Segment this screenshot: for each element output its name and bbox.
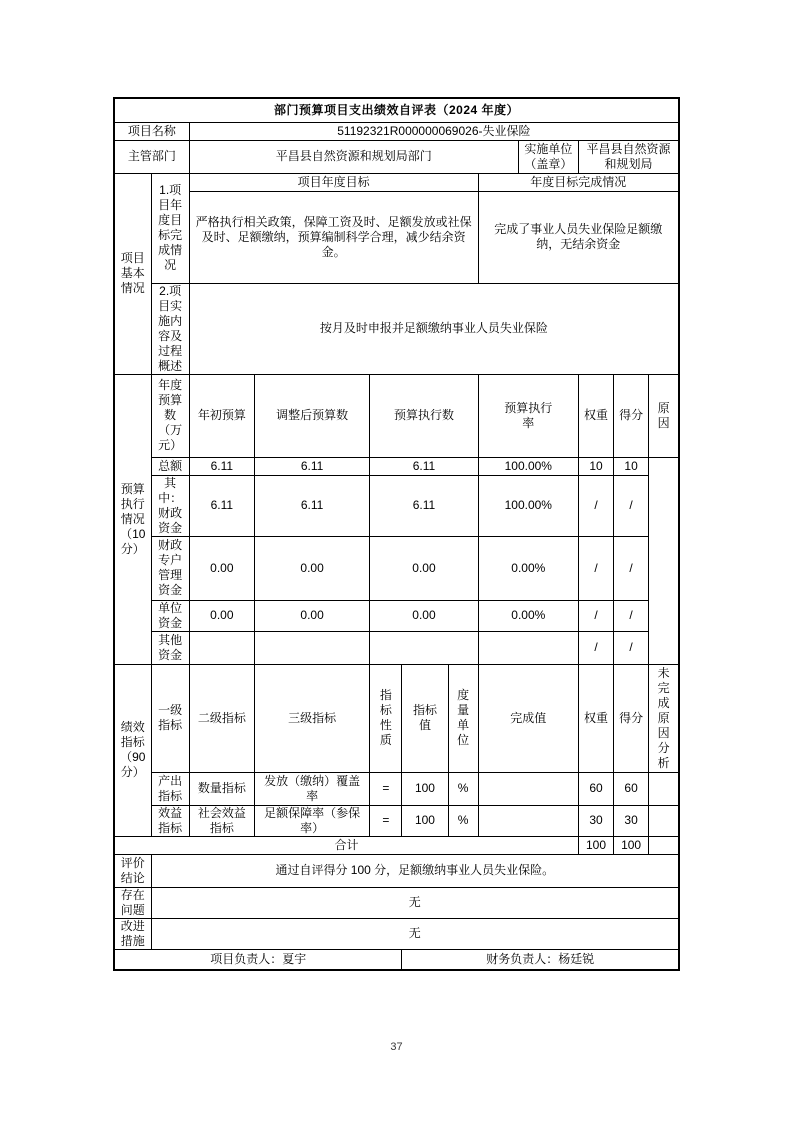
budget-fiscal-score: /: [614, 475, 649, 536]
budget-total-weight: 10: [578, 457, 613, 475]
perf-output-score: 60: [614, 772, 649, 805]
budget-special-rate: 0.00%: [478, 536, 578, 600]
budget-col-score: 得分: [614, 374, 649, 457]
performance-header-row: [114, 664, 679, 772]
budget-unit-label: 单位资金: [151, 600, 189, 631]
budget-row-special-account: [114, 536, 679, 600]
budget-col-weight: 权重: [578, 374, 613, 457]
perf-output-l3: 发放（缴纳）覆盖率: [254, 772, 369, 805]
project-name-label: 项目名称: [114, 122, 189, 140]
budget-fiscal-label: 其中：财政资金: [151, 475, 189, 536]
perf-row-output: [114, 772, 679, 805]
total-label: 合计: [114, 836, 578, 854]
budget-col-rate-text: 预算执行率: [504, 400, 553, 430]
total-score: 100: [614, 836, 649, 854]
perf-output-reason: [649, 772, 679, 805]
perf-col-nature: 指标性质: [370, 664, 402, 772]
self-evaluation-table: [113, 97, 680, 971]
perf-output-l1: 产出指标: [151, 772, 189, 805]
annual-goal-header: 项目年度目标: [189, 173, 478, 191]
impl-unit-value: 平昌县自然资源和规划局: [578, 140, 679, 173]
budget-fiscal-weight: /: [578, 475, 613, 536]
budget-unit-adjusted: 0.00: [254, 600, 369, 631]
budget-row-unit-funds: [114, 600, 679, 631]
budget-special-label: 财政专户管理资金: [151, 536, 189, 600]
perf-benefit-nature: =: [370, 805, 402, 836]
goal-content-row: [114, 191, 679, 283]
budget-total-label: 总额: [151, 457, 189, 475]
problems-label: 存在问题: [114, 887, 151, 918]
perf-benefit-actual: [478, 805, 578, 836]
perf-benefit-weight: 30: [578, 805, 613, 836]
perf-benefit-target: 100: [402, 805, 448, 836]
budget-other-adjusted: [254, 631, 369, 664]
perf-col-l1: 一级指标: [151, 664, 189, 772]
conclusion-row: [114, 854, 679, 887]
perf-output-weight: 60: [578, 772, 613, 805]
budget-row-other-funds: [114, 631, 679, 664]
perf-col-l3: 三级指标: [254, 664, 369, 772]
budget-special-executed: 0.00: [370, 536, 478, 600]
budget-unit-weight: /: [578, 600, 613, 631]
perf-output-l2: 数量指标: [189, 772, 254, 805]
perf-output-actual: [478, 772, 578, 805]
annual-goal-label: 1.项目年度目标完成情况: [151, 173, 189, 283]
improvements-label: 改进措施: [114, 918, 151, 949]
perf-output-target: 100: [402, 772, 448, 805]
perf-col-reason: 未完成原因分析: [649, 664, 679, 772]
perf-col-l2: 二级指标: [189, 664, 254, 772]
budget-unit-rate: 0.00%: [478, 600, 578, 631]
dept-label: 主管部门: [114, 140, 189, 173]
perf-col-actual: 完成值: [478, 664, 578, 772]
budget-fiscal-adjusted: 6.11: [254, 475, 369, 536]
project-manager: 项目负责人：夏宇: [114, 949, 402, 970]
perf-col-target: 指标值: [402, 664, 448, 772]
budget-special-score: /: [614, 536, 649, 600]
improvements-row: [114, 918, 679, 949]
impl-desc-text: 按月及时申报并足额缴纳事业人员失业保险: [189, 283, 679, 374]
conclusion-text: 通过自评得分 100 分，足额缴纳事业人员失业保险。: [151, 854, 679, 887]
goal-result-text: 完成了事业人员失业保险足额缴纳，无结余资金: [478, 191, 679, 283]
budget-col-executed: 预算执行数: [370, 374, 478, 457]
budget-other-weight: /: [578, 631, 613, 664]
budget-col-rate: [478, 374, 578, 457]
budget-other-executed: [370, 631, 478, 664]
budget-reason-cell: [649, 457, 679, 664]
perf-output-nature: =: [370, 772, 402, 805]
perf-col-weight: 权重: [578, 664, 613, 772]
budget-row-total: [114, 457, 679, 475]
goal-header-row: [114, 173, 679, 191]
perf-section-label: 绩效指标（90分）: [114, 664, 151, 836]
budget-row-fiscal: [114, 475, 679, 536]
perf-benefit-score: 30: [614, 805, 649, 836]
budget-fiscal-rate: 100.00%: [478, 475, 578, 536]
page-number: 37: [390, 1041, 403, 1053]
budget-header-row: [114, 374, 679, 457]
budget-col-adjusted: 调整后预算数: [254, 374, 369, 457]
budget-unit-executed: 0.00: [370, 600, 478, 631]
dept-value: 平昌县自然资源和规划局部门: [189, 140, 518, 173]
budget-other-label: 其他资金: [151, 631, 189, 664]
perf-col-unit: 度量单位: [448, 664, 478, 772]
perf-benefit-l1: 效益指标: [151, 805, 189, 836]
project-name-row: [114, 122, 679, 140]
budget-col-rowhead: 年度预算数（万元）: [151, 374, 189, 457]
finance-manager: 财务负责人：杨廷锐: [402, 949, 679, 970]
doc-title: 部门预算项目支出绩效自评表（2024 年度）: [114, 98, 679, 122]
annual-goal-text: 严格执行相关政策，保障工资及时、足额发放或社保及时、足额缴纳，预算编制科学合理，减少结余资金。: [189, 191, 478, 283]
goal-result-header: 年度目标完成情况: [478, 173, 679, 191]
conclusion-label: 评价结论: [114, 854, 151, 887]
budget-section-label: 预算执行情况（10分）: [114, 374, 151, 664]
budget-total-adjusted: 6.11: [254, 457, 369, 475]
budget-unit-initial: 0.00: [189, 600, 254, 631]
perf-col-score: 得分: [614, 664, 649, 772]
budget-total-initial: 6.11: [189, 457, 254, 475]
budget-col-reason: 原因: [649, 374, 679, 457]
budget-col-initial: 年初预算: [189, 374, 254, 457]
total-weight: 100: [578, 836, 613, 854]
implementation-row: [114, 283, 679, 374]
perf-output-unit: %: [448, 772, 478, 805]
budget-special-adjusted: 0.00: [254, 536, 369, 600]
improvements-text: 无: [151, 918, 679, 949]
budget-other-rate: [478, 631, 578, 664]
impl-desc-label: 2.项目实施内容及过程概述: [151, 283, 189, 374]
department-row: [114, 140, 679, 173]
basic-info-section-label: 项目基本情况: [114, 173, 151, 374]
perf-benefit-l3: 足额保障率（参保率）: [254, 805, 369, 836]
budget-special-weight: /: [578, 536, 613, 600]
budget-special-initial: 0.00: [189, 536, 254, 600]
problems-text: 无: [151, 887, 679, 918]
perf-row-benefit: [114, 805, 679, 836]
total-reason-cell: [649, 836, 679, 854]
budget-fiscal-initial: 6.11: [189, 475, 254, 536]
budget-fiscal-executed: 6.11: [370, 475, 478, 536]
budget-other-initial: [189, 631, 254, 664]
impl-unit-label: 实施单位（盖章）: [518, 140, 578, 173]
total-row: [114, 836, 679, 854]
budget-total-score: 10: [614, 457, 649, 475]
budget-unit-score: /: [614, 600, 649, 631]
project-name-value: 51192321R000000069026-失业保险: [189, 122, 679, 140]
title-row: [114, 98, 679, 122]
perf-benefit-l2: 社会效益指标: [189, 805, 254, 836]
managers-row: [114, 949, 679, 970]
perf-benefit-unit: %: [448, 805, 478, 836]
budget-other-score: /: [614, 631, 649, 664]
problems-row: [114, 887, 679, 918]
budget-total-executed: 6.11: [370, 457, 478, 475]
budget-total-rate: 100.00%: [478, 457, 578, 475]
perf-benefit-reason: [649, 805, 679, 836]
